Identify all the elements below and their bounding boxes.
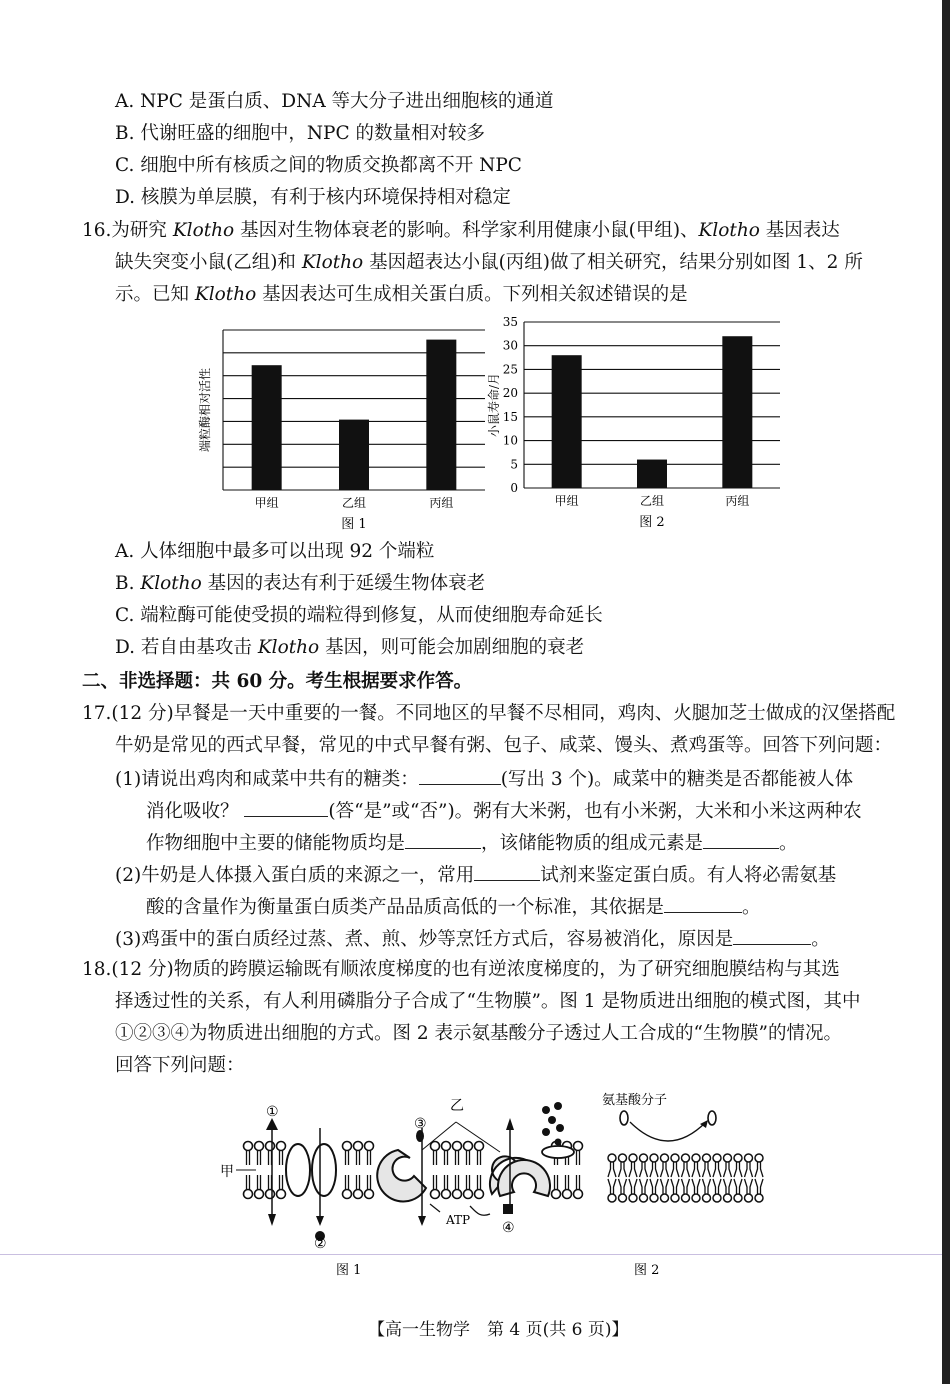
divider	[0, 1254, 942, 1255]
glycoprotein-base	[542, 1146, 574, 1158]
glycoprotein-sugar-chain	[542, 1102, 564, 1146]
phospholipid	[431, 1175, 440, 1199]
q15-option-c: C. 细胞中所有核质之间的物质交换都离不开 NPC	[115, 155, 522, 176]
amino-acid-arrow	[630, 1122, 706, 1141]
phospholipid	[692, 1179, 700, 1202]
q16-text: 缺失突变小鼠(乙组)和	[115, 252, 296, 273]
phospholipid	[619, 1179, 627, 1202]
bar-3	[426, 340, 456, 490]
x-tick-label: 丙组	[725, 494, 750, 508]
phospholipid	[713, 1154, 721, 1177]
q16-option-a: A. 人体细胞中最多可以出现 92 个端粒	[115, 541, 435, 562]
q17-text: 。	[811, 929, 830, 950]
amino-acid-molecule	[708, 1111, 716, 1125]
phospholipid	[453, 1142, 462, 1166]
q17-part2-line1	[115, 862, 836, 888]
q17-text: ，该储能物质的组成元素是	[481, 833, 704, 854]
q16-option-b	[115, 572, 485, 596]
phospholipid	[640, 1179, 648, 1202]
phospholipid	[464, 1175, 473, 1199]
q16-stem-line1	[82, 219, 840, 243]
q17-text: 。	[779, 833, 798, 854]
q16-option-d	[115, 636, 584, 660]
q18-stem-line1: 18.(12 分)物质的跨膜运输既有顺浓度梯度的也有逆浓度梯度的，为了研究细胞膜结构与其选	[82, 959, 840, 980]
chart-title: 图 2	[639, 515, 665, 530]
phospholipid	[682, 1154, 690, 1177]
q15-option-a: A. NPC 是蛋白质、DNA 等大分子进出细胞核的通道	[115, 91, 554, 112]
phospholipid	[354, 1175, 363, 1199]
answer-blank[interactable]	[664, 894, 742, 913]
y-tick-label: 5	[510, 457, 518, 472]
q16-text: 为研究	[111, 220, 167, 241]
x-tick-label: 丙组	[429, 496, 454, 510]
answer-blank[interactable]	[474, 862, 540, 881]
atp-pointer	[430, 1204, 440, 1212]
phospholipid	[734, 1179, 742, 1202]
answer-blank[interactable]	[244, 798, 328, 817]
amino-acid-molecule	[620, 1111, 628, 1125]
artificial-membrane	[608, 1154, 763, 1202]
q17-part2-line2	[146, 894, 761, 920]
arrow-head	[418, 1216, 426, 1226]
x-tick-label: 甲组	[254, 496, 279, 510]
phospholipid	[266, 1142, 275, 1166]
phospholipid	[703, 1154, 711, 1177]
phospholipid	[619, 1154, 627, 1177]
phospholipid	[475, 1142, 484, 1166]
channel-protein	[286, 1144, 310, 1196]
q17-text: 作物细胞中主要的储能物质均是	[146, 833, 406, 854]
phospholipid	[724, 1179, 732, 1202]
phospholipid	[640, 1154, 648, 1177]
gene-name: Klotho	[257, 637, 320, 658]
answer-blank[interactable]	[733, 926, 811, 945]
q16-stem-line2	[115, 251, 863, 275]
x-tick-label: 甲组	[554, 494, 579, 508]
q17-text: 消化吸收？	[146, 801, 239, 822]
phospholipid	[608, 1154, 616, 1177]
figure-1-caption: 图 1	[336, 1263, 362, 1278]
bar-1	[552, 355, 582, 488]
phospholipid	[365, 1142, 374, 1166]
q17-text: (3)鸡蛋中的蛋白质经过蒸、煮、煎、炒等烹饪方式后，容易被消化，原因是	[115, 929, 734, 950]
option-letter: B.	[115, 573, 135, 594]
q17-part1-line3	[146, 830, 798, 856]
phospholipid	[343, 1175, 352, 1199]
figure-2-caption: 图 2	[634, 1263, 660, 1278]
label-atp: ATP	[446, 1213, 471, 1227]
phospholipid	[431, 1142, 440, 1166]
label-2: ②	[314, 1236, 327, 1252]
option-text: 基因，则可能会加剧细胞的衰老	[325, 637, 585, 658]
phospholipid	[255, 1175, 264, 1199]
y-tick-label: 25	[502, 362, 518, 377]
phospholipid	[266, 1175, 275, 1199]
q18-stem-line4: 回答下列问题：	[115, 1055, 245, 1076]
y-tick-label: 30	[502, 338, 518, 353]
phospholipid	[244, 1175, 253, 1199]
phospholipid	[755, 1179, 763, 1202]
amino-acid-label: 氨基酸分子	[602, 1093, 668, 1108]
phospholipid	[464, 1142, 473, 1166]
arrow-head	[506, 1118, 514, 1130]
square-molecule	[503, 1204, 513, 1214]
q17-part1-line1	[115, 766, 853, 792]
phospholipid	[734, 1154, 742, 1177]
label-1: ①	[266, 1104, 279, 1120]
q17-text: (2)牛奶是人体摄入蛋白质的来源之一，常用	[115, 865, 475, 886]
gene-name: Klotho	[194, 284, 257, 305]
phospholipid	[682, 1179, 690, 1202]
phospholipid	[244, 1142, 253, 1166]
answer-blank[interactable]	[419, 766, 501, 785]
phospholipid	[442, 1175, 451, 1199]
phospholipid	[255, 1142, 264, 1166]
q17-text: (写出 3 个)。咸菜中的糖类是否都能被人体	[500, 769, 854, 790]
y-tick-label: 10	[502, 433, 518, 448]
q17-text: (答“是”或“否”)。粥有大米粥，也有小米粥，大米和小米这两种农	[328, 801, 862, 822]
q15-option-d: D. 核膜为单层膜，有利于核内环境保持相对稳定	[115, 187, 511, 208]
mouse-lifespan-chart	[488, 310, 788, 533]
phospholipid	[650, 1154, 658, 1177]
chart-title: 图 1	[341, 517, 367, 532]
q17-stem-line2: 牛奶是常见的西式早餐，常见的中式早餐有粥、包子、咸菜、馒头、煮鸡蛋等。回答下列问题：	[115, 735, 893, 756]
membrane-transport-figure	[200, 1088, 800, 1278]
option-text: D. 若自由基攻击	[115, 637, 252, 658]
y-axis-label: 小鼠寿命/月	[487, 372, 501, 438]
section-heading: 二、非选择题：共 60 分。考生根据要求作答。	[82, 671, 473, 692]
y-tick-label: 20	[502, 386, 518, 401]
phospholipid	[277, 1175, 286, 1199]
phospholipid	[703, 1179, 711, 1202]
bar-2	[637, 460, 667, 488]
phospholipid	[713, 1179, 721, 1202]
phospholipid	[563, 1175, 572, 1199]
phospholipid	[574, 1175, 583, 1199]
q17-text: 酸的含量作为衡量蛋白质类产品品质高低的一个标准，其依据是	[146, 897, 665, 918]
phospholipid	[574, 1142, 583, 1166]
q16-text: 示。已知	[115, 284, 190, 305]
phospholipid	[343, 1142, 352, 1166]
phospholipid	[277, 1142, 286, 1166]
phospholipid	[755, 1154, 763, 1177]
page-footer: 【高一生物学 第 4 页(共 6 页)】	[368, 1320, 629, 1340]
telomerase-activity-chart	[195, 318, 485, 533]
label-4: ④	[502, 1220, 515, 1236]
q17-part1-line2	[146, 798, 862, 824]
phospholipid	[661, 1179, 669, 1202]
q17-part3	[115, 926, 830, 952]
phospholipid	[629, 1154, 637, 1177]
channel-protein	[312, 1144, 336, 1196]
phospholipid	[745, 1179, 753, 1202]
q17-text: (1)请说出鸡肉和咸菜中共有的糖类：	[115, 769, 419, 790]
phospholipid	[354, 1142, 363, 1166]
q16-stem-line3	[115, 283, 688, 307]
carrier-protein-atp	[498, 1160, 550, 1196]
option-text: 基因的表达有利于延缓生物体衰老	[207, 573, 486, 594]
phospholipid	[692, 1154, 700, 1177]
phospholipid	[671, 1179, 679, 1202]
q17-text: 。	[742, 897, 761, 918]
y-tick-label: 35	[502, 315, 518, 329]
y-tick-label: 0	[510, 481, 518, 495]
q17-text: 试剂来鉴定蛋白质。有人将必需氨基	[540, 865, 837, 886]
q15-option-b: B. 代谢旺盛的细胞中，NPC 的数量相对较多	[115, 123, 486, 144]
q16-number: 16.	[82, 220, 112, 241]
phospholipid	[475, 1175, 484, 1199]
y-tick-label: 15	[502, 409, 518, 424]
phospholipid	[629, 1179, 637, 1202]
gene-name: Klotho	[301, 252, 364, 273]
label-3: ③	[414, 1116, 427, 1132]
phospholipid	[650, 1179, 658, 1202]
phospholipid	[661, 1154, 669, 1177]
carrier-protein-left	[377, 1150, 426, 1201]
arrow-head	[316, 1216, 324, 1226]
phospholipid	[671, 1154, 679, 1177]
gene-name: Klotho	[140, 573, 202, 594]
phospholipid	[745, 1154, 753, 1177]
q16-text: 基因表达	[765, 220, 840, 241]
q16-text: 基因超表达小鼠(丙组)做了相关研究，结果分别如图 1、2 所	[369, 252, 863, 273]
x-tick-label: 乙组	[639, 494, 665, 508]
phospholipid	[365, 1175, 374, 1199]
bar-1	[252, 365, 282, 490]
atp-arrow	[470, 1206, 490, 1215]
q18-stem-line3: ①②③④为物质进出细胞的方式。图 2 表示氨基酸分子透过人工合成的“生物膜”的情况。	[115, 1023, 842, 1044]
q17-stem-line1: 17.(12 分)早餐是一天中重要的一餐。不同地区的早餐不尽相同，鸡肉、火腿加芝士做成的汉堡搭配	[82, 703, 896, 724]
q16-option-c: C. 端粒酶可能使受损的端粒得到修复，从而使细胞寿命延长	[115, 605, 603, 626]
q18-stem-line2: 择透过性的关系，有人利用磷脂分子合成了“生物膜”。图 1 是物质进出细胞的模式图，其中	[115, 991, 861, 1012]
answer-blank[interactable]	[405, 830, 481, 849]
x-tick-label: 乙组	[341, 496, 367, 510]
phospholipid	[453, 1175, 462, 1199]
phospholipid	[442, 1142, 451, 1166]
bar-3	[722, 336, 752, 488]
bar-2	[339, 420, 369, 490]
y-axis-label: 端粒酶相对活性	[198, 367, 212, 453]
phospholipid	[608, 1179, 616, 1202]
gene-name: Klotho	[172, 220, 235, 241]
phospholipid	[724, 1154, 732, 1177]
page-edge-shadow	[942, 0, 950, 1384]
q16-text: 基因对生物体衰老的影响。科学家利用健康小鼠(甲组)、	[240, 220, 699, 241]
arrow-head	[268, 1214, 276, 1226]
gene-name: Klotho	[698, 220, 760, 241]
phospholipid	[552, 1175, 561, 1199]
label-yi: 乙	[450, 1098, 464, 1114]
label-jia: 甲	[220, 1164, 234, 1180]
q16-text: 基因表达可生成相关蛋白质。下列相关叙述错误的是	[262, 284, 688, 305]
answer-blank[interactable]	[703, 830, 779, 849]
